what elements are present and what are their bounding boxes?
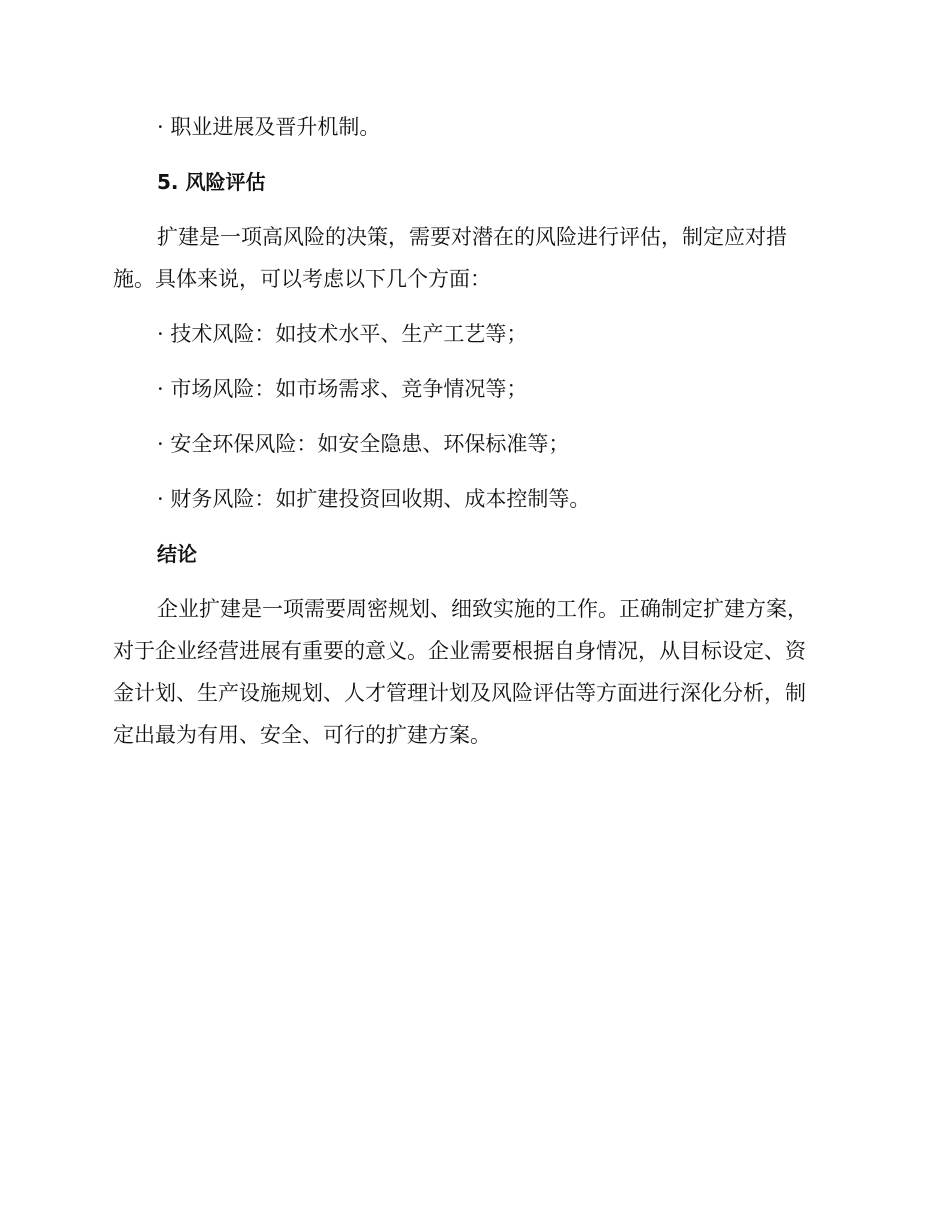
conclusion-paragraph-line-3: 金计划、生产设施规划、人才管理计划及风险评估等方面进行深化分析，制 xyxy=(113,681,806,705)
bullet-safety-environment-risk: · 安全环保风险：如安全隐患、环保标准等； xyxy=(157,432,570,456)
conclusion-paragraph-line-2: 对于企业经营进展有重要的意义。企业需要根据自身情况，从目标设定、资 xyxy=(113,639,806,663)
bullet-financial-risk: · 财务风险：如扩建投资回收期、成本控制等。 xyxy=(157,487,591,511)
risk-paragraph-line-2: 施。具体来说，可以考虑以下几个方面： xyxy=(113,267,491,291)
bullet-career-progression: · 职业进展及晋升机制。 xyxy=(157,115,381,139)
risk-paragraph-line-1: 扩建是一项高风险的决策，需要对潜在的风险进行评估，制定应对措 xyxy=(157,225,787,249)
section-heading-risk-assessment: 5. 风险评估 xyxy=(157,170,266,194)
conclusion-paragraph-line-1: 企业扩建是一项需要周密规划、细致实施的工作。正确制定扩建方案， xyxy=(157,597,808,621)
conclusion-paragraph-line-4: 定出最为有用、安全、可行的扩建方案。 xyxy=(113,723,491,747)
bullet-technical-risk: · 技术风险：如技术水平、生产工艺等； xyxy=(157,322,528,346)
bullet-market-risk: · 市场风险：如市场需求、竞争情况等； xyxy=(157,377,528,401)
section-heading-conclusion: 结论 xyxy=(157,542,197,566)
